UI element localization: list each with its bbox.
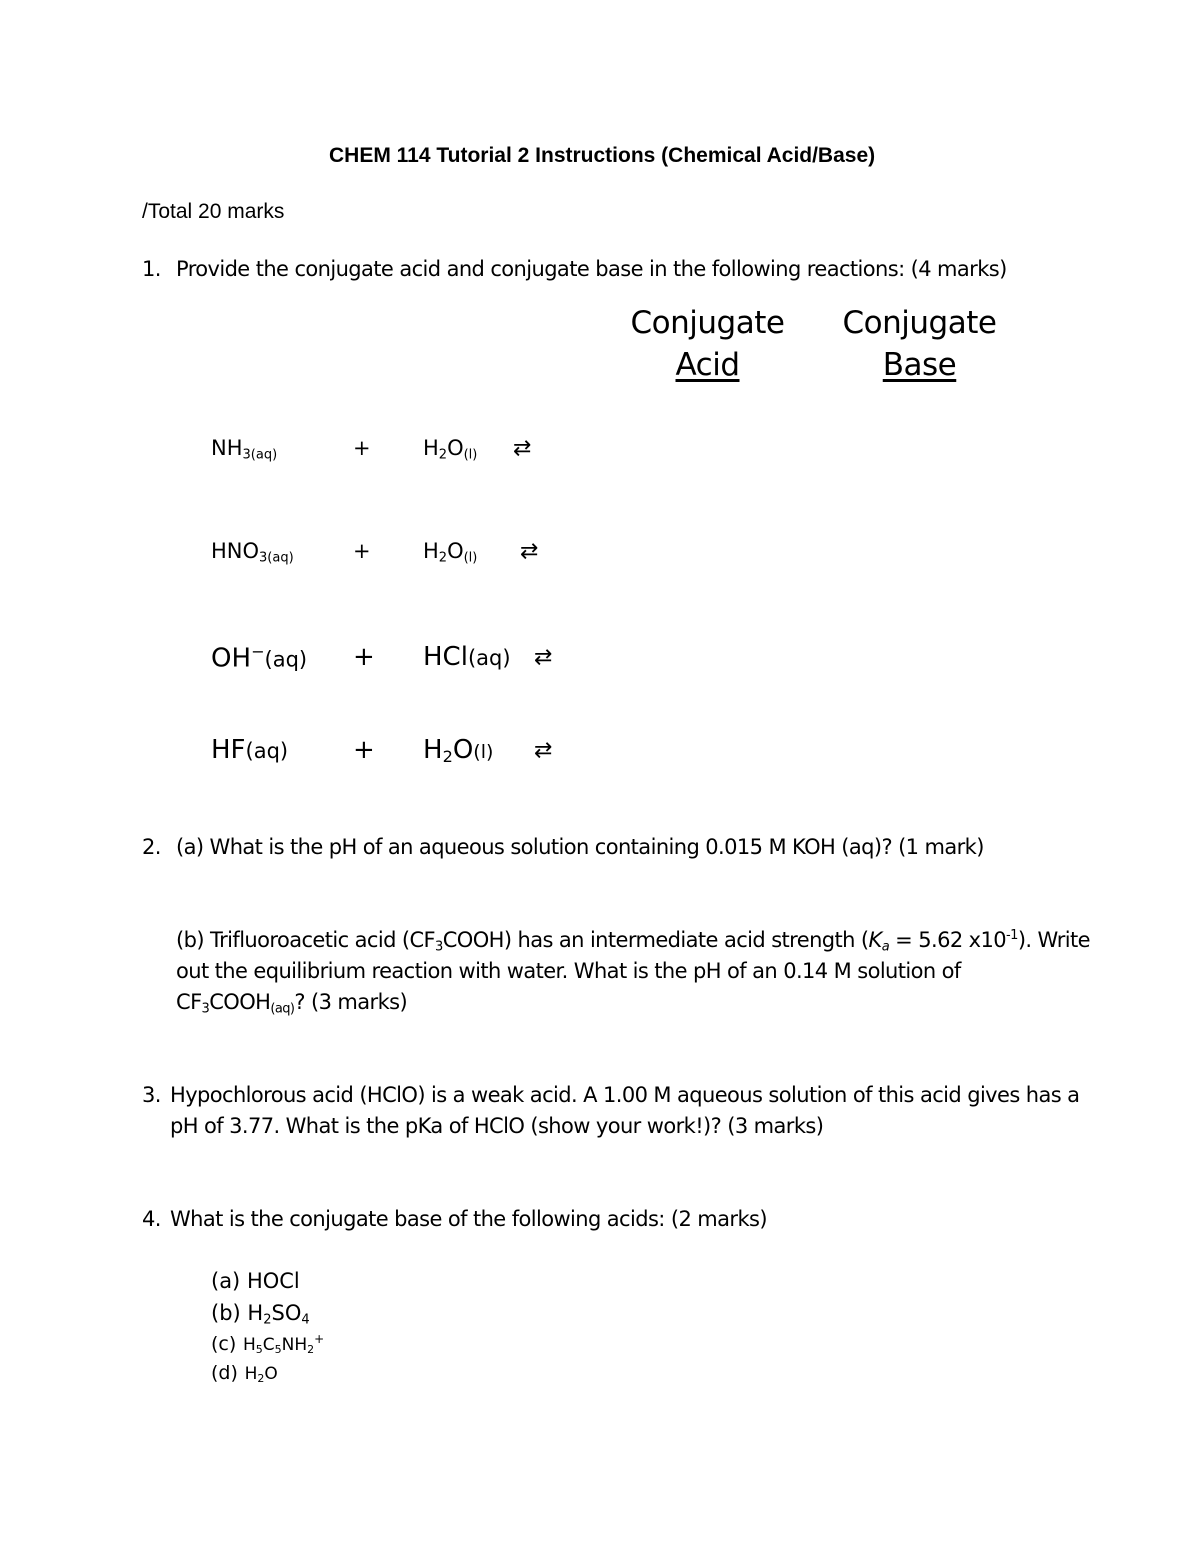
question-2a-text: (a) What is the pH of an aqueous solution containing 0.015 M KOH (aq)? (1 mark) xyxy=(176,835,984,859)
equilibrium-arrow-icon: ⇄ xyxy=(534,645,553,670)
subscript: 4 xyxy=(301,1312,310,1328)
text: (b) Trifluoroacetic acid (CF xyxy=(176,928,436,952)
subscript: 2 xyxy=(442,747,453,767)
formula: NH xyxy=(211,436,243,460)
column-header-conjugate-base xyxy=(832,302,1007,386)
subscript: 2 xyxy=(263,1312,272,1328)
plus-sign: + xyxy=(353,735,375,765)
reaction-2-reactant-2 xyxy=(423,539,477,565)
formula: HNO xyxy=(211,539,260,563)
subscript: (aq) xyxy=(467,646,511,670)
subscript: (l) xyxy=(463,447,478,463)
question-2b-line-2: out the equilibrium reaction with water. What is the pH of an 0.14 M solution of xyxy=(176,959,961,983)
text: CF xyxy=(176,990,202,1014)
subscript: 5 xyxy=(255,1342,263,1356)
formula: HF xyxy=(211,735,246,765)
question-number: 2. xyxy=(142,835,161,859)
superscript: − xyxy=(251,642,265,661)
formula: O xyxy=(447,539,464,563)
text: ? (3 marks) xyxy=(294,990,408,1014)
subscript: 2 xyxy=(307,1342,315,1356)
formula: OH xyxy=(211,643,252,674)
reaction-1-reactant-1 xyxy=(211,436,277,462)
list-item-c xyxy=(211,1331,324,1356)
formula: O xyxy=(447,436,464,460)
question-text: What is the conjugate base of the following acids: (2 marks) xyxy=(170,1207,767,1231)
formula: C xyxy=(262,1335,275,1355)
list-item-a xyxy=(211,1269,300,1293)
equilibrium-arrow-icon: ⇄ xyxy=(520,539,539,564)
column-header-conjugate-acid xyxy=(620,302,795,386)
list-item-d xyxy=(211,1360,278,1385)
question-number: 3. xyxy=(142,1083,161,1107)
formula: H xyxy=(247,1301,264,1325)
question-4 xyxy=(142,1207,767,1231)
page-title: CHEM 114 Tutorial 2 Instructions (Chemical Acid/Base) xyxy=(329,144,876,167)
subscript: 3 xyxy=(201,1001,210,1017)
question-number: 1. xyxy=(142,257,161,281)
header-line: Conjugate xyxy=(842,305,997,341)
item-label: (d) xyxy=(211,1362,238,1384)
formula: H xyxy=(242,1335,256,1355)
subscript: 3(aq) xyxy=(242,447,278,463)
superscript: -1 xyxy=(1006,928,1018,944)
formula: HCl xyxy=(423,642,468,672)
item-label: (c) xyxy=(211,1333,237,1355)
text: ). Write xyxy=(1017,928,1090,952)
header-line: Conjugate xyxy=(630,305,785,341)
formula: H xyxy=(423,735,443,765)
header-line-underlined: Base xyxy=(882,347,957,383)
formula: NH xyxy=(281,1335,308,1355)
subscript: (aq) xyxy=(270,1001,295,1017)
subscript: (aq) xyxy=(245,739,289,763)
text: COOH) has an intermediate acid strength ( xyxy=(442,928,869,952)
plus-sign: + xyxy=(353,539,371,563)
formula: O xyxy=(452,735,474,765)
question-number: 4. xyxy=(142,1207,161,1231)
equilibrium-arrow-icon: ⇄ xyxy=(534,738,553,763)
question-1 xyxy=(142,257,1007,281)
reaction-1-reactant-2 xyxy=(423,436,477,462)
formula: SO xyxy=(271,1301,302,1325)
subscript: 2 xyxy=(438,550,448,566)
subscript: a xyxy=(881,939,890,955)
reaction-3-reactant-2 xyxy=(423,642,511,672)
question-text: Provide the conjugate acid and conjugate base in the following reactions: (4 marks) xyxy=(176,257,1007,281)
subscript: 2 xyxy=(438,447,448,463)
subscript: 3 xyxy=(435,939,443,955)
list-item-b xyxy=(211,1301,310,1327)
question-text: Hypochlorous acid (HClO) is a weak acid. A 1.00 M aqueous solution of this acid gives has a xyxy=(170,1083,1080,1107)
subscript: (aq) xyxy=(264,647,308,672)
ka-symbol: K xyxy=(868,928,882,952)
reaction-3-reactant-1 xyxy=(211,642,307,674)
subscript: (l) xyxy=(473,741,494,763)
subscript: 5 xyxy=(274,1342,282,1356)
formula: O xyxy=(264,1364,278,1384)
question-2 xyxy=(142,835,984,859)
equilibrium-arrow-icon: ⇄ xyxy=(513,436,532,461)
reaction-2-reactant-1 xyxy=(211,539,294,565)
question-3-line-2: pH of 3.77. What is the pKa of HClO (show your work!)? (3 marks) xyxy=(170,1114,824,1138)
subscript: 2 xyxy=(257,1371,265,1385)
formula: H xyxy=(423,436,439,460)
item-label: (b) xyxy=(211,1301,241,1325)
reaction-4-reactant-1 xyxy=(211,735,288,765)
subscript: 3(aq) xyxy=(259,550,294,566)
formula: H xyxy=(244,1364,258,1384)
text: = 5.62 x10 xyxy=(889,928,1007,952)
total-marks: /Total 20 marks xyxy=(142,200,285,223)
text: COOH xyxy=(209,990,271,1014)
question-2b-line-3 xyxy=(176,990,407,1016)
question-3 xyxy=(142,1083,1080,1107)
subscript: (l) xyxy=(463,550,478,566)
plus-sign: + xyxy=(353,436,371,460)
superscript: + xyxy=(314,1331,325,1346)
header-line-underlined: Acid xyxy=(675,347,740,383)
question-2b-line-1 xyxy=(176,928,1090,954)
plus-sign: + xyxy=(353,642,375,672)
item-label: (a) xyxy=(211,1269,241,1293)
reaction-4-reactant-2 xyxy=(423,735,493,766)
formula: HOCl xyxy=(246,1269,300,1293)
formula: H xyxy=(423,539,439,563)
